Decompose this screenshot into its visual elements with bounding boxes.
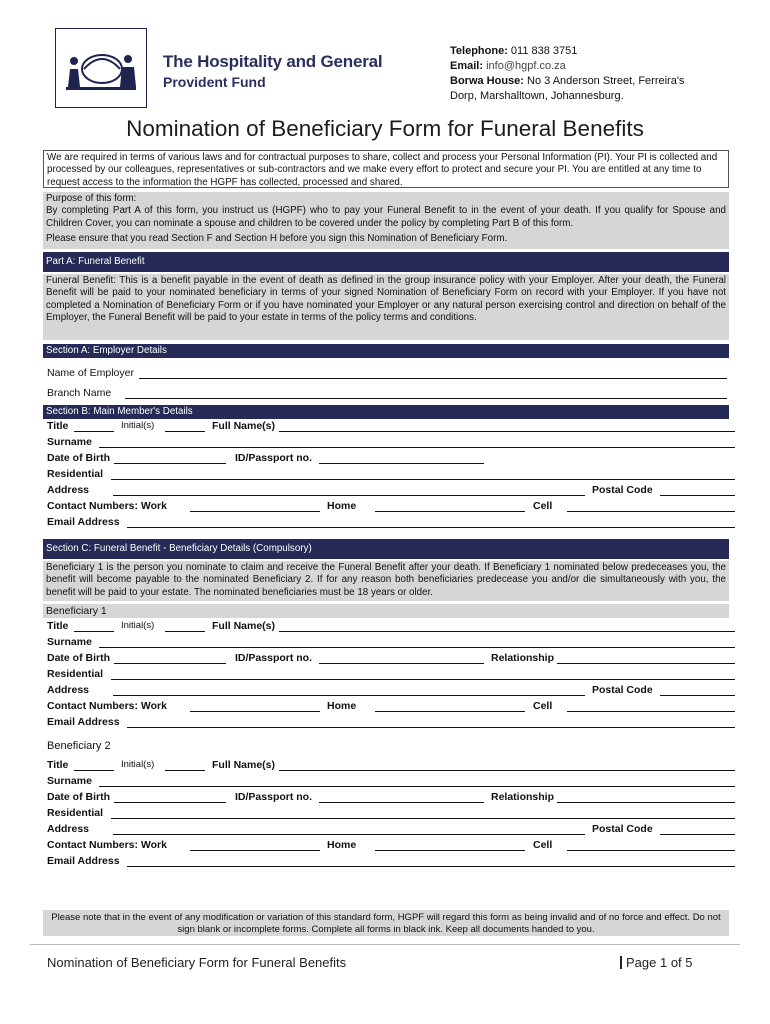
- member-residential-label: Residential: [47, 468, 104, 480]
- b1-fullnames-label: Full Name(s): [212, 620, 276, 632]
- member-initials-input[interactable]: [165, 431, 205, 432]
- b2-title-input[interactable]: [74, 770, 114, 771]
- b1-title-label: Title: [47, 620, 69, 632]
- address-label: Borwa House:: [450, 75, 524, 87]
- b2-id-label: ID/Passport no.: [235, 791, 313, 803]
- b2-email-label: Email Address: [47, 855, 120, 867]
- member-email-row: [47, 515, 737, 529]
- b1-initials-input[interactable]: [165, 631, 205, 632]
- part-a-paragraph: Funeral Benefit: This is a benefit payable in the event of death as defined in the group insurance policy with your Employer. After your death, the Funeral Benefit will be paid to your nominated beneficiary in terms of your signed Nomination of Beneficiary Form on record with your Employer. If you have not completed a Nomination of Beneficiary Form or if you have nominated your Employer or any natural person exercising control and direction on behalf of the Employer, the Funeral Benefit will be paid to your estate in terms of the policy terms and conditions.: [46, 275, 726, 324]
- page-number: [620, 955, 693, 970]
- b1-dob-label: Date of Birth: [47, 652, 110, 664]
- b2-id-input[interactable]: [319, 802, 484, 803]
- member-residential-input[interactable]: [111, 479, 735, 480]
- b2-cell-label: Cell: [533, 839, 553, 851]
- b1-home-label: Home: [327, 700, 357, 712]
- b1-home-input[interactable]: [375, 711, 525, 712]
- b2-cell-input[interactable]: [567, 850, 735, 851]
- b1-dob-row: [47, 651, 737, 665]
- member-postal-input[interactable]: [660, 495, 735, 496]
- member-address-label: Address: [47, 484, 90, 496]
- b2-email-row: [47, 854, 737, 868]
- b1-id-label: ID/Passport no.: [235, 652, 313, 664]
- b2-dob-row: [47, 790, 737, 804]
- member-cell-label: Cell: [533, 500, 553, 512]
- part-a-heading: Part A: Funeral Benefit: [43, 252, 729, 272]
- b2-surname-input[interactable]: [99, 786, 735, 787]
- footnote: Please note that in the event of any modification or variation of this standard form, HGPF will regard this form as being invalid and of no force and effect. Do not sign blank or incomplete forms. Complete all forms in black ink. Keep all documents handed to you.: [43, 910, 729, 936]
- section-c-text-box: [43, 561, 729, 601]
- b1-address-label: Address: [47, 684, 90, 696]
- member-fullnames-input[interactable]: [279, 431, 735, 432]
- b2-residential-label: Residential: [47, 807, 104, 819]
- member-address-row: [47, 483, 737, 497]
- member-dob-input[interactable]: [114, 463, 226, 464]
- email-link[interactable]: info@hgpf.co.za: [486, 60, 566, 72]
- member-id-input[interactable]: [319, 463, 484, 464]
- section-b-heading: Section B: Main Member's Details: [43, 405, 729, 419]
- b1-fullnames-input[interactable]: [279, 631, 735, 632]
- b2-address-label: Address: [47, 823, 90, 835]
- member-home-input[interactable]: [375, 511, 525, 512]
- b2-title-label: Title: [47, 759, 69, 771]
- org-name-line2: Provident Fund: [163, 74, 266, 90]
- b2-address-row: [47, 822, 737, 836]
- branch-row: [47, 386, 737, 400]
- b1-name-row: [47, 619, 737, 633]
- purpose-heading: Purpose of this form:: [46, 193, 137, 204]
- member-title-input[interactable]: [74, 431, 114, 432]
- branch-input[interactable]: [125, 398, 727, 399]
- member-dob-row: [47, 451, 737, 465]
- org-name: [163, 52, 382, 90]
- member-surname-label: Surname: [47, 436, 92, 448]
- page-number-text: Page 1 of 5: [626, 955, 693, 970]
- b2-home-input[interactable]: [375, 850, 525, 851]
- purpose-box: [43, 192, 729, 249]
- b1-work-label: Contact Numbers: Work: [47, 700, 167, 712]
- b2-contact-row: [47, 838, 737, 852]
- b2-residential-input[interactable]: [111, 818, 735, 819]
- member-fullnames-label: Full Name(s): [212, 420, 276, 432]
- member-initials-label: Initial(s): [121, 420, 155, 431]
- section-a-heading: Section A: Employer Details: [43, 344, 729, 358]
- section-c-text: Beneficiary 1 is the person you nominate to claim and receive the Funeral Benefit after your death. If Beneficiary 1 nominated below predeceases you, the benefit will become payable to the nominated Beneficiary 2. If for any reason both beneficiaries predecease you and/or die simultaneously with you, the benefit will be paid to your estate. The nominated beneficiaries must be 18 years or older.: [46, 562, 726, 598]
- member-postal-label: Postal Code: [592, 484, 653, 496]
- b2-dob-label: Date of Birth: [47, 791, 110, 803]
- b1-residential-label: Residential: [47, 668, 104, 680]
- employer-label: Name of Employer: [47, 367, 134, 379]
- b1-relationship-label: Relationship: [491, 652, 555, 664]
- member-id-label: ID/Passport no.: [235, 452, 313, 464]
- b2-home-label: Home: [327, 839, 357, 851]
- b1-dob-input[interactable]: [114, 663, 226, 664]
- member-residential-row: [47, 467, 737, 481]
- address-line1: No 3 Anderson Street, Ferreira's: [527, 75, 685, 87]
- b1-surname-row: [47, 635, 737, 649]
- employer-input[interactable]: [139, 378, 727, 379]
- b1-email-input[interactable]: [127, 727, 735, 728]
- member-title-label: Title: [47, 420, 69, 432]
- b2-work-input[interactable]: [190, 850, 320, 851]
- b1-surname-input[interactable]: [99, 647, 735, 648]
- b1-initials-label: Initial(s): [121, 620, 155, 631]
- member-work-label: Contact Numbers: Work: [47, 500, 167, 512]
- beneficiary1-heading: Beneficiary 1: [43, 604, 729, 618]
- b2-fullnames-label: Full Name(s): [212, 759, 276, 771]
- branch-label: Branch Name: [47, 387, 112, 399]
- purpose-note: Please ensure that you read Section F and Section H before you sign this Nomination of Beneficiary Form.: [46, 233, 508, 245]
- b1-residential-row: [47, 667, 737, 681]
- b2-name-row: [47, 758, 737, 772]
- b1-postal-input[interactable]: [660, 695, 735, 696]
- member-dob-label: Date of Birth: [47, 452, 110, 464]
- footer-divider: [30, 944, 740, 945]
- b2-dob-input[interactable]: [114, 802, 226, 803]
- org-name-line1: The Hospitality and General: [163, 52, 383, 71]
- hgpf-logo: [55, 28, 147, 108]
- purpose-text: By completing Part A of this form, you instruct us (HGPF) who to pay your Funeral Benefit to in the event of your death. If you qualify for Spouse and Children Cover, you can nominate a spouse and children to be covered under the policy by completing Part B of this form.: [46, 205, 726, 229]
- member-address-input[interactable]: [113, 495, 585, 496]
- b1-cell-label: Cell: [533, 700, 553, 712]
- b1-residential-input[interactable]: [111, 679, 735, 680]
- b1-title-input[interactable]: [74, 631, 114, 632]
- form-title: Nomination of Beneficiary Form for Funeral Benefits: [126, 116, 644, 141]
- b1-email-label: Email Address: [47, 716, 120, 728]
- member-email-label: Email Address: [47, 516, 120, 528]
- b2-postal-input[interactable]: [660, 834, 735, 835]
- b1-relationship-input[interactable]: [557, 663, 735, 664]
- address-line2: Dorp, Marshalltown, Johannesburg.: [450, 90, 624, 102]
- b2-relationship-label: Relationship: [491, 791, 555, 803]
- b1-postal-label: Postal Code: [592, 684, 653, 696]
- member-surname-input[interactable]: [99, 447, 735, 448]
- member-contact-row: [47, 499, 737, 513]
- b1-cell-input[interactable]: [567, 711, 735, 712]
- member-email-input[interactable]: [127, 527, 735, 528]
- beneficiary2-heading-row: [47, 739, 737, 753]
- beneficiary2-heading: Beneficiary 2: [47, 740, 111, 752]
- b2-postal-label: Postal Code: [592, 823, 653, 835]
- b2-surname-label: Surname: [47, 775, 92, 787]
- b2-email-input[interactable]: [127, 866, 735, 867]
- email-label: Email:: [450, 60, 484, 72]
- b2-residential-row: [47, 806, 737, 820]
- b1-email-row: [47, 715, 737, 729]
- page-separator: [620, 956, 622, 969]
- b2-work-label: Contact Numbers: Work: [47, 839, 167, 851]
- member-surname-row: [47, 435, 737, 449]
- member-cell-input[interactable]: [567, 511, 735, 512]
- employer-row: [47, 366, 737, 380]
- b2-initials-input[interactable]: [165, 770, 205, 771]
- member-home-label: Home: [327, 500, 357, 512]
- b1-address-row: [47, 683, 737, 697]
- part-a-text: [43, 274, 729, 340]
- section-c-heading: Section C: Funeral Benefit - Beneficiary Details (Compulsory): [43, 539, 729, 559]
- privacy-notice: We are required in terms of various laws and for contractual purposes to share, collect and process your Personal Information (PI). Your PI is collected and processed by our colleagues, representatives or sub-contractors and we make every effort to protect and secure your PI. You are entitled at any time to request access to the information the HGPF has collected, processed and shared.: [43, 150, 729, 188]
- member-work-input[interactable]: [190, 511, 320, 512]
- b2-relationship-input[interactable]: [557, 802, 735, 803]
- b2-address-input[interactable]: [113, 834, 585, 835]
- b1-work-input[interactable]: [190, 711, 320, 712]
- b2-initials-label: Initial(s): [121, 759, 155, 770]
- b1-surname-label: Surname: [47, 636, 92, 648]
- telephone: 011 838 3751: [510, 45, 578, 57]
- b1-contact-row: [47, 699, 737, 713]
- b2-surname-row: [47, 774, 737, 788]
- hgpf-logo-icon: [56, 29, 145, 106]
- telephone-label: Telephone:: [450, 45, 508, 57]
- footer-title: Nomination of Beneficiary Form for Funeral Benefits: [47, 955, 347, 970]
- b2-fullnames-input[interactable]: [279, 770, 735, 771]
- b1-address-input[interactable]: [113, 695, 585, 696]
- contact-block: [450, 44, 740, 104]
- b1-id-input[interactable]: [319, 663, 484, 664]
- member-name-row: [47, 419, 737, 433]
